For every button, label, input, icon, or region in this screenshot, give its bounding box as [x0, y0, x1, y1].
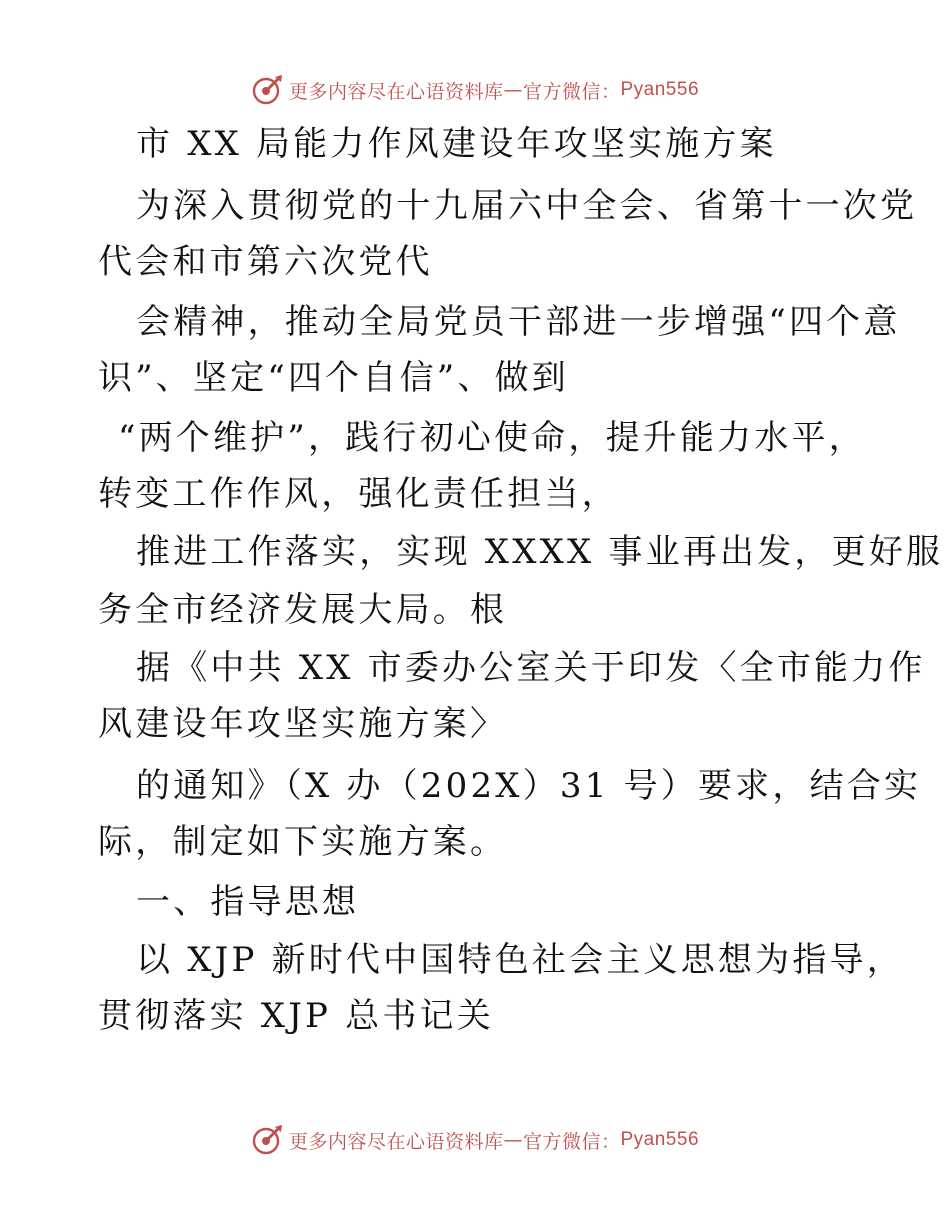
paragraph-line: 据《中共 XX 市委办公室关于印发〈全市能力作: [136, 648, 926, 688]
paragraph-line: 代会和市第六次党代: [98, 242, 433, 282]
watermark-text: 更多内容尽在心语资料库: [288, 80, 504, 103]
paragraph-line: 务全市经济发展大局。根: [98, 590, 508, 630]
watermark-wechat-id: Pyan556: [620, 1129, 700, 1150]
watermark-text: 更多内容尽在心语资料库: [288, 1130, 504, 1153]
paragraph-line: 转变工作作风，强化责任担当，: [98, 474, 619, 514]
paragraph-line: 推进工作落实，实现 XXXX 事业再出发，更好服: [136, 532, 944, 572]
watermark-wechat-id: Pyan556: [620, 79, 700, 100]
document-title: 市 XX 局能力作风建设年攻坚实施方案: [136, 124, 777, 164]
paragraph-line: 以 XJP 新时代中国特色社会主义思想为指导，: [136, 940, 904, 980]
paragraph-line: 际，制定如下实施方案。: [98, 822, 508, 862]
paragraph-line: “两个维护”，践行初心使命，提升能力水平，: [118, 418, 866, 458]
paragraph-line: 为深入贯彻党的十九届六中全会、省第十一次党: [136, 186, 918, 226]
paragraph-line: 识”、坚定“四个自信”、做到: [98, 358, 569, 398]
pen-nib-logo-icon: [251, 1123, 285, 1157]
footer-watermark: [0, 1120, 950, 1160]
watermark-separator: —: [503, 1129, 523, 1151]
watermark-wechat-label: 官方微信：: [522, 80, 621, 103]
paragraph-line: 风建设年攻坚实施方案〉: [98, 704, 508, 744]
paragraph-line: 会精神，推动全局党员干部进一步增强“四个意: [136, 302, 901, 342]
watermark-wechat-label: 官方微信：: [522, 1130, 621, 1153]
section-heading: 一、指导思想: [136, 882, 360, 922]
paragraph-line: 贯彻落实 XJP 总书记关: [98, 996, 494, 1036]
paragraph-line: 的通知》（X 办（202X）31 号）要求，结合实: [136, 766, 922, 806]
watermark-separator: —: [503, 79, 523, 101]
